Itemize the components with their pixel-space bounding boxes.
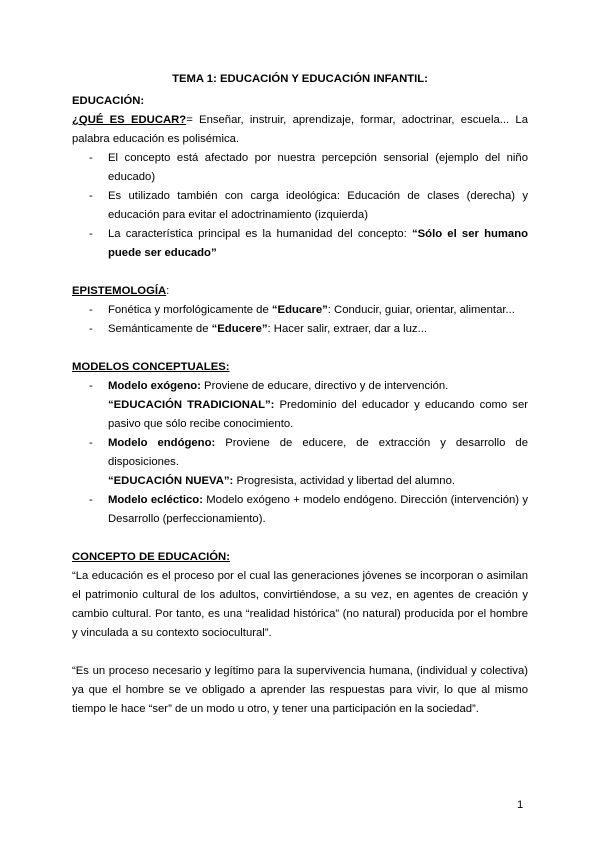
list-item: - Es utilizado también con carga ideológica: Educación de clases (derecha) y educación para evitar el adoctrinamiento (izquierda) (89, 190, 528, 221)
modelo-endogeno-detail: “EDUCACIÓN NUEVA”: Progresista, actividad y libertad del alumno. (108, 475, 455, 487)
heading-epistemologia: EPISTEMOLOGÍA: (72, 285, 170, 297)
educar-question: ¿QUÉ ES EDUCAR? (72, 114, 187, 126)
page-number: 1 (517, 799, 524, 811)
list-item: - Modelo ecléctico: Modelo exógeno + modelo endógeno. Dirección (intervención) y Desarrollo (perfeccionamiento). (89, 494, 528, 525)
epistemologia-list (72, 301, 528, 339)
list-item: - Modelo endógeno: Proviene de educere, de extracción y desarrollo de disposiciones. (89, 437, 528, 468)
concepto-quote-1: “La educación es el proceso por el cual las generaciones jóvenes se incorporan o asimilan el patrimonio cultural de los adultos, convirtiéndose, a su vez, en agentes de creación y cambio cultural. Por tanto, es una “realidad histórica” (no natural) producida por el hombre y vinculada a su contexto sociocultural”. (72, 570, 528, 639)
heading-modelos: MODELOS CONCEPTUALES: (72, 361, 230, 373)
document-content (72, 70, 528, 719)
modelo-exogeno-detail: “EDUCACIÓN TRADICIONAL”: Predominio del educador y educando como ser pasivo que sólo recibe conocimiento. (108, 399, 528, 430)
modelos-list (72, 377, 528, 396)
heading-educacion: EDUCACIÓN: (72, 95, 145, 107)
list-item: - Modelo exógeno: Proviene de educare, directivo y de intervención. (89, 380, 449, 392)
list-item: - La característica principal es la humanidad del concepto: “Sólo el ser humano puede ser educado” (89, 228, 528, 259)
heading-concepto: CONCEPTO DE EDUCACIÓN: (72, 551, 230, 563)
list-item: - Fonética y morfológicamente de “Educare”: Conducir, guiar, orientar, alimentar... (89, 304, 515, 316)
concepto-quote-2: “Es un proceso necesario y legítimo para la supervivencia humana, (individual y colectiva) ya que el hombre se ve obligado a aprender las respuestas para vivir, lo que al mismo tiempo le hace “ser” de un modo u otro, y tener una participación en la sociedad”. (72, 665, 528, 715)
educacion-list (72, 149, 528, 263)
list-item: - Semánticamente de “Educere”: Hacer salir, extraer, dar a luz... (89, 323, 427, 335)
educar-definition: ¿QUÉ ES EDUCAR?= Enseñar, instruir, aprendizaje, formar, adoctrinar, escuela... La palabra educación es polisémica. (72, 114, 528, 145)
document-title: TEMA 1: EDUCACIÓN Y EDUCACIÓN INFANTIL: (172, 73, 428, 85)
list-item: - El concepto está afectado por nuestra percepción sensorial (ejemplo del niño educado) (89, 152, 528, 183)
